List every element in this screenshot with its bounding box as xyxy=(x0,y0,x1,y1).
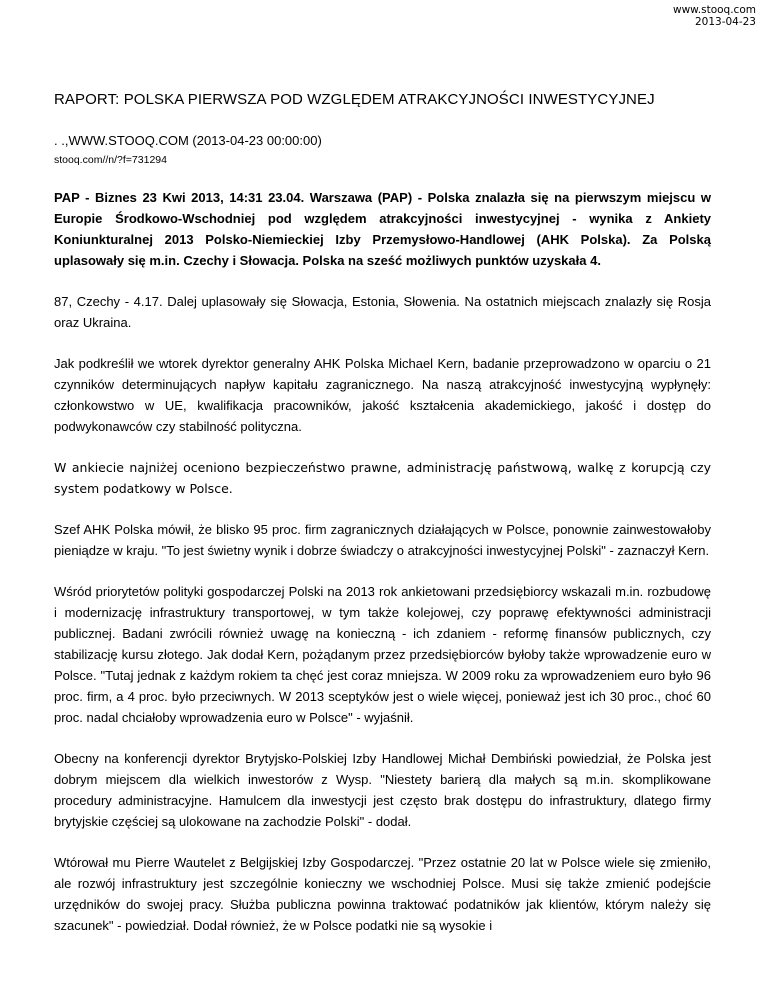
paragraph-5: Wśród priorytetów polityki gospodarczej Polski na 2013 rok ankietowani przedsiębiorcy wskazali m.in. rozbudowę i modernizację infrastruktury transportowej, w tym także kolejowej, czy poprawę efektywności administracji publicznej. Badani zwrócili również uwagę na konieczną - ich zdaniem - reformę finansów publicznych, czy stabilizację kursu złotego. Jak dodał Kern, pożądanym przez przedsiębiorców byłoby także wprowadzenie euro w Polsce. "Tutaj jednak z każdym rokiem ta chęć jest coraz mniejsza. W 2009 roku za wprowadzeniem euro było 96 proc. firm, a 4 proc. było przeciwnych. W 2013 sceptyków jest o wiele więcej, ponieważ jest ich 30 proc., choć 60 proc. nadal chciałoby wprowadzenia euro w Polsce" - wyjaśnił. xyxy=(54,584,711,725)
paragraph-3: W ankiecie najniżej oceniono bezpieczeństwo prawne, administrację państwową, walkę z korupcją czy system podatkowy w Polsce. xyxy=(54,460,711,496)
article-source: . .,WWW.STOOQ.COM (2013-04-23 00:00:00) xyxy=(54,133,322,148)
article-title: RAPORT: POLSKA PIERWSZA POD WZGLĘDEM ATRAKCYJNOŚCI INWESTYCYJNEJ xyxy=(54,91,655,108)
date-label: 2013-04-23 xyxy=(694,16,756,28)
paragraph-6: Obecny na konferencji dyrektor Brytyjsko-Polskiej Izby Handlowej Michał Dembiński powiedział, że Polska jest dobrym miejscem dla wielkich inwestorów z Wysp. "Niestety barierą dla małych są m.in. skomplikowane procedury administracyjne. Hamulcem dla inwestycji jest często brak dostępu do infrastruktury, dlatego firmy brytyjskie częściej są ulokowane na zachodzie Polski" - dodał. xyxy=(54,751,711,829)
article-lead: PAP - Biznes 23 Kwi 2013, 14:31 23.04. Warszawa (PAP) - Polska znalazła się na pierwszym miejscu w Europie Środkowo-Wschodniej pod względem atrakcyjności inwestycyjnej - wynika z Ankiety Koniunkturalnej 2013 Polsko-Niemieckiej Izby Przemysłowo-Handlowej (AHK Polska). Za Polską uplasowały się m.in. Czechy i Słowacja. Polska na sześć możliwych punktów uzyskała 4. xyxy=(54,190,711,268)
paragraph-1: 87, Czechy - 4.17. Dalej uplasowały się Słowacja, Estonia, Słowenia. Na ostatnich miejscach znalazły się Rosja oraz Ukraina. xyxy=(54,294,711,330)
article-url: stooq.com//n/?f=731294 xyxy=(54,154,167,166)
site-label: www.stooq.com xyxy=(672,4,756,16)
paragraph-4: Szef AHK Polska mówił, że blisko 95 proc. firm zagranicznych działających w Polsce, ponownie zainwestowałoby pieniądze w kraju. "To jest świetny wynik i dobrze świadczy o atrakcyjności inwestycyjnej Polski" - zaznaczył Kern. xyxy=(54,522,711,558)
paragraph-2: Jak podkreślił we wtorek dyrektor generalny AHK Polska Michael Kern, badanie przeprowadzono w oparciu o 21 czynników determinujących napływ kapitału zagranicznego. Na naszą atrakcyjność inwestycyjną wypłynęły: członkowstwo w UE, kwalifikacja pracowników, jakość kształcenia akademickiego, jakość i dostęp do podwykonawców czy stabilność polityczna. xyxy=(54,356,711,434)
article xyxy=(54,90,711,936)
page-header xyxy=(673,4,756,28)
paragraph-7: Wtórował mu Pierre Wautelet z Belgijskiej Izby Gospodarczej. "Przez ostatnie 20 lat w Polsce wiele się zmieniło, ale rozwój infrastruktury jest szczególnie konieczny we wschodniej Polsce. Musi się także zmienić podejście urzędników do swojej pracy. Służba publiczna powinna traktować podatników jak klientów, którym należy się szacunek" - powiedział. Dodał również, że w Polsce podatki nie są wysokie i xyxy=(54,855,711,933)
